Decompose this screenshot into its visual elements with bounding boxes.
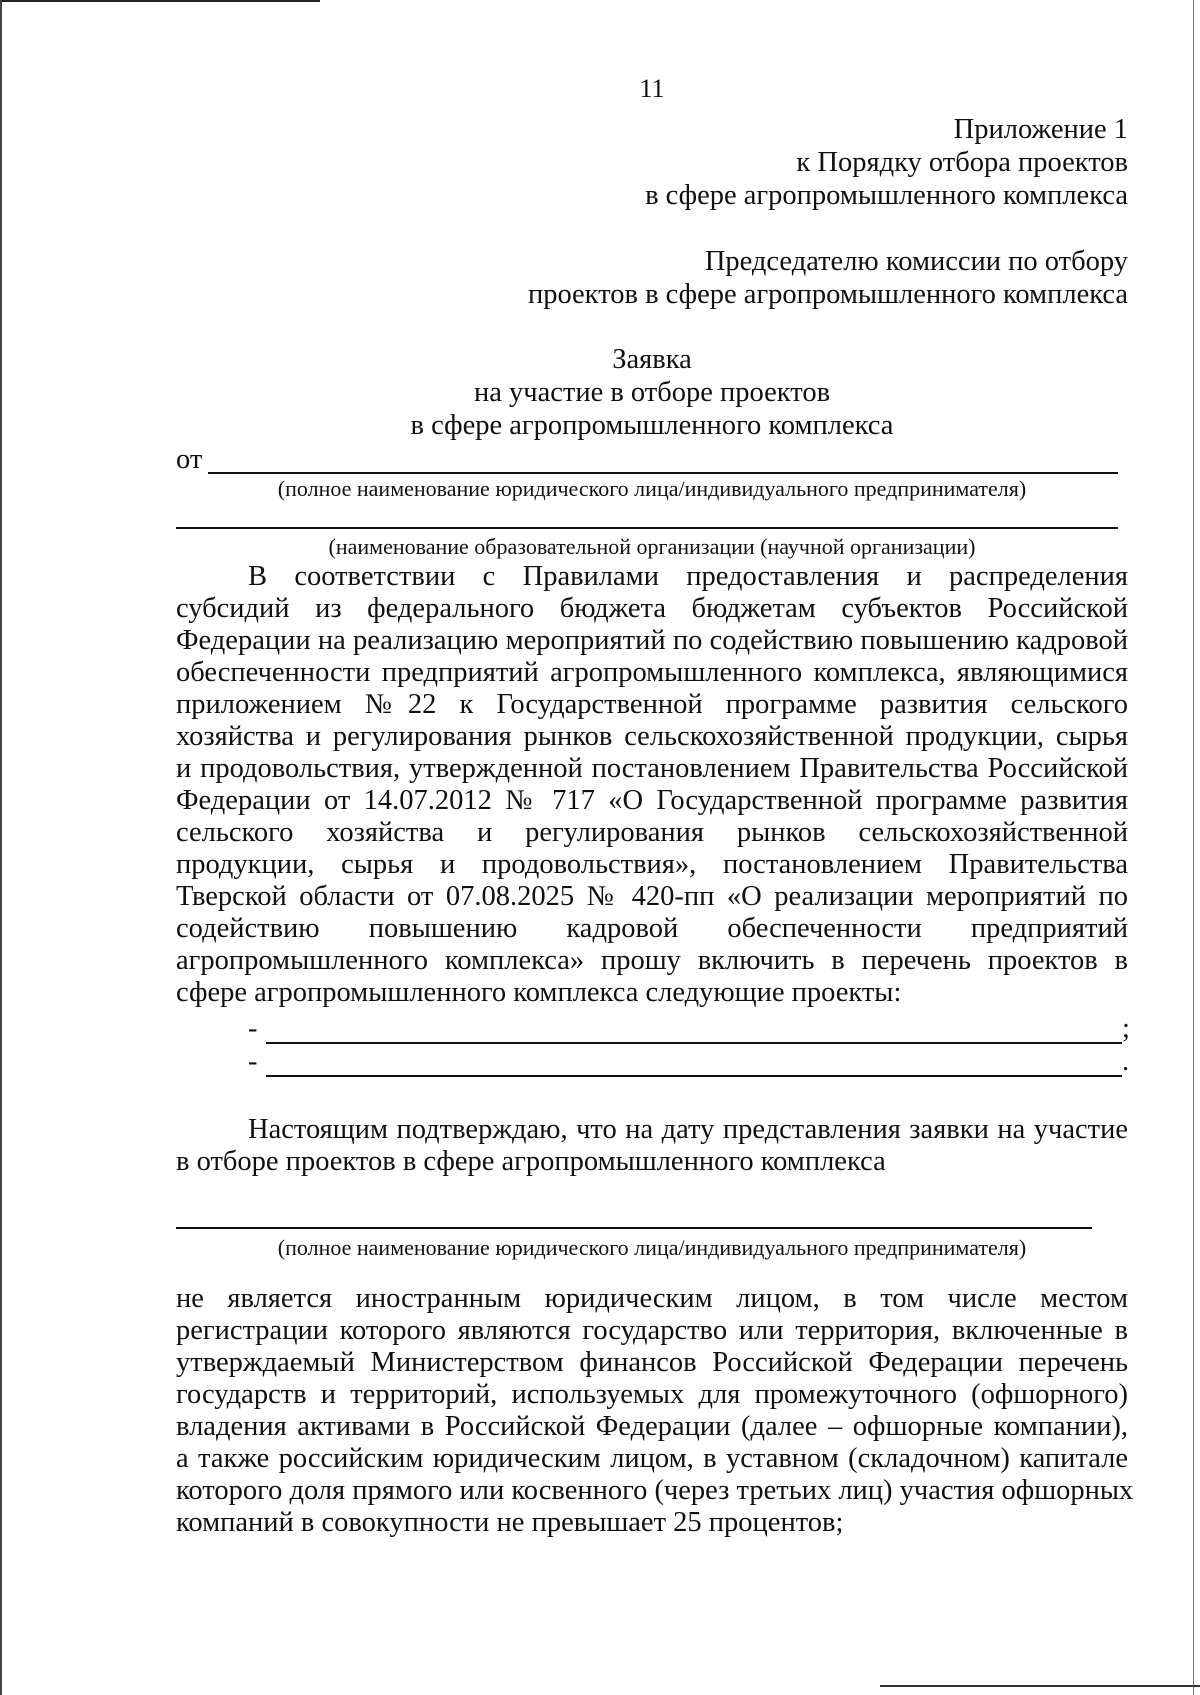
appendix-line-2: к Порядку отбора проектов <box>796 147 1128 178</box>
list-item-2-field <box>266 1075 1122 1077</box>
applicant-name-field-2 <box>176 1227 1092 1229</box>
appendix-line-1: Приложение 1 <box>953 114 1128 145</box>
paragraph1-line-5: приложением №22 к Государственной программе развития сельского <box>176 689 1128 720</box>
list-item-2-end: . <box>1122 1046 1130 1077</box>
title-line-2: на участие в отборе проектов <box>473 377 831 408</box>
list-item-1-field <box>266 1042 1122 1044</box>
paragraph1-line-6: хозяйства и регулирования рынков сельскохозяйственной продукции, сырья <box>176 721 1128 752</box>
scan-edge-top <box>0 0 320 2</box>
addressee-line-1: Председателю комиссии по отбору <box>704 246 1128 277</box>
paragraph3-line-1: не является иностранным юридическим лицом, в том числе местом <box>176 1283 1128 1314</box>
list-item-1-dash: - <box>248 1013 258 1044</box>
paragraph3-line-7: которого доля прямого или косвенного (через третьих лиц) участия офшорных <box>176 1475 1134 1506</box>
list-item-2-dash: - <box>248 1046 258 1077</box>
paragraph1-line-14: сфере агропромышленного комплекса следующие проекты: <box>176 977 902 1008</box>
caption-applicant: (полное наименование юридического лица/индивидуального предпринимателя) <box>277 476 1027 501</box>
scan-edge-right <box>1193 0 1194 1695</box>
from-label: от <box>176 444 203 475</box>
paragraph3-line-2: регистрации которого являются государство или территория, включенные в <box>176 1315 1128 1346</box>
list-item-1-end: ; <box>1122 1013 1130 1044</box>
paragraph1-line-7: и продовольствия, утвержденной постановлением Правительства Российской <box>176 753 1128 784</box>
page-number: 11 <box>639 74 665 103</box>
paragraph3-line-8: компаний в совокупности не превышает 25 процентов; <box>176 1507 844 1538</box>
paragraph2-line-2: в отборе проектов в сфере агропромышленного комплекса <box>176 1146 886 1177</box>
paragraph3-line-4: государств и территорий, используемых для промежуточного (офшорного) <box>176 1379 1128 1410</box>
paragraph3-line-6: а также российским юридическим лицом, в уставном (складочном) капитале <box>176 1443 1128 1474</box>
paragraph1-line-2: субсидий из федерального бюджета бюджетам субъектов Российской <box>176 593 1128 624</box>
addressee-line-2: проектов в сфере агропромышленного комплекса <box>527 279 1128 310</box>
paragraph1-line-9: сельского хозяйства и регулирования рынков сельскохозяйственной <box>176 817 1128 848</box>
paragraph1-line-1: В соответствии с Правилами предоставления и распределения <box>248 561 1128 592</box>
paragraph1-line-13: агропромышленного комплекса» прошу включить в перечень проектов в <box>176 945 1128 976</box>
scan-edge-bottom <box>880 1685 1200 1687</box>
paragraph1-line-4: обеспеченности предприятий агропромышленного комплекса, являющимися <box>176 657 1128 688</box>
caption-org: (наименование образовательной организации (научной организации) <box>328 534 976 559</box>
applicant-name-field <box>208 472 1118 474</box>
paragraph1-line-12: содействию повышению кадровой обеспеченности предприятий <box>176 913 1128 944</box>
paragraph3-line-3: утверждаемый Министерством финансов Российской Федерации перечень <box>176 1347 1128 1378</box>
title-line-3: в сфере агропромышленного комплекса <box>410 410 894 441</box>
paragraph1-line-11: Тверской области от 07.08.2025 № 420-пп «О реализации мероприятий по <box>176 881 1128 912</box>
paragraph1-line-3: Федерации на реализацию мероприятий по содействию повышению кадровой <box>176 625 1128 656</box>
scan-edge-left <box>0 0 2 1695</box>
paragraph3-line-5: владения активами в Российской Федерации (далее – офшорные компании), <box>176 1411 1128 1442</box>
paragraph2-line-1: Настоящим подтверждаю, что на дату представления заявки на участие <box>248 1114 1128 1145</box>
org-name-field <box>176 527 1118 529</box>
paragraph1-line-8: Федерации от 14.07.2012 № 717 «О Государственной программе развития <box>176 785 1128 816</box>
title-line-1: Заявка <box>612 344 692 375</box>
appendix-line-3: в сфере агропромышленного комплекса <box>645 180 1128 211</box>
paragraph1-line-10: продукции, сырья и продовольствия», постановлением Правительства <box>176 849 1128 880</box>
caption-applicant-2: (полное наименование юридического лица/индивидуального предпринимателя) <box>277 1235 1027 1260</box>
